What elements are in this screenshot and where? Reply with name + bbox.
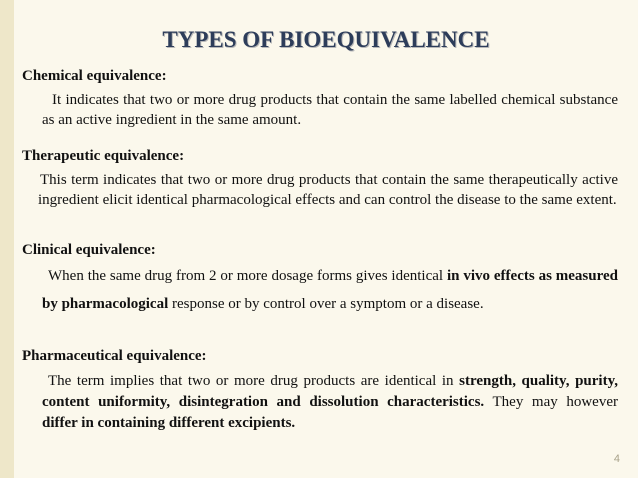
section-heading: Chemical equivalence:: [22, 68, 167, 84]
section-text-bold: in vivo effects as measured by pharmacological: [42, 268, 619, 312]
section-heading: Therapeutic equivalence:: [22, 148, 185, 164]
section-text: [14, 170, 624, 210]
section-text: [14, 371, 624, 434]
section-clinical-equivalence: [14, 240, 624, 318]
left-decorative-band: [0, 0, 14, 478]
section-heading: Pharmaceutical equivalence:: [22, 348, 207, 364]
section-text: [14, 90, 624, 130]
page-number: 4: [613, 453, 620, 465]
slide: [14, 0, 638, 478]
section-pharmaceutical-equivalence: [14, 346, 624, 434]
slide-title: TYPES OF BIOEQUIVALENCE: [162, 27, 490, 52]
section-text-part: response or by control over a symptom or a disease.: [168, 296, 484, 312]
section-chemical-equivalence: [14, 66, 624, 130]
section-text-bold: strength, quality, purity, content uniformity, disintegration and dissolution characteristics.: [42, 373, 618, 410]
section-text-part: This term indicates that two or more drug products that contain the same therapeutically active ingredient elicit identical pharmacological effects and can control the disease to the same extent.: [38, 172, 618, 208]
section-therapeutic-equivalence: [14, 146, 624, 210]
section-text-part: When the same drug from 2 or more dosage forms gives identical: [48, 268, 447, 284]
section-text-bold: differ in containing different excipients.: [42, 415, 296, 431]
section-text: [14, 262, 624, 318]
section-heading: Clinical equivalence:: [22, 242, 156, 258]
section-text-part: It indicates that two or more drug products that contain the same labelled chemical substance as an active ingredient in the same amount.: [42, 92, 618, 128]
section-text-part: They may however: [484, 394, 618, 410]
section-text-part: The term implies that two or more drug products are identical in: [48, 373, 460, 389]
